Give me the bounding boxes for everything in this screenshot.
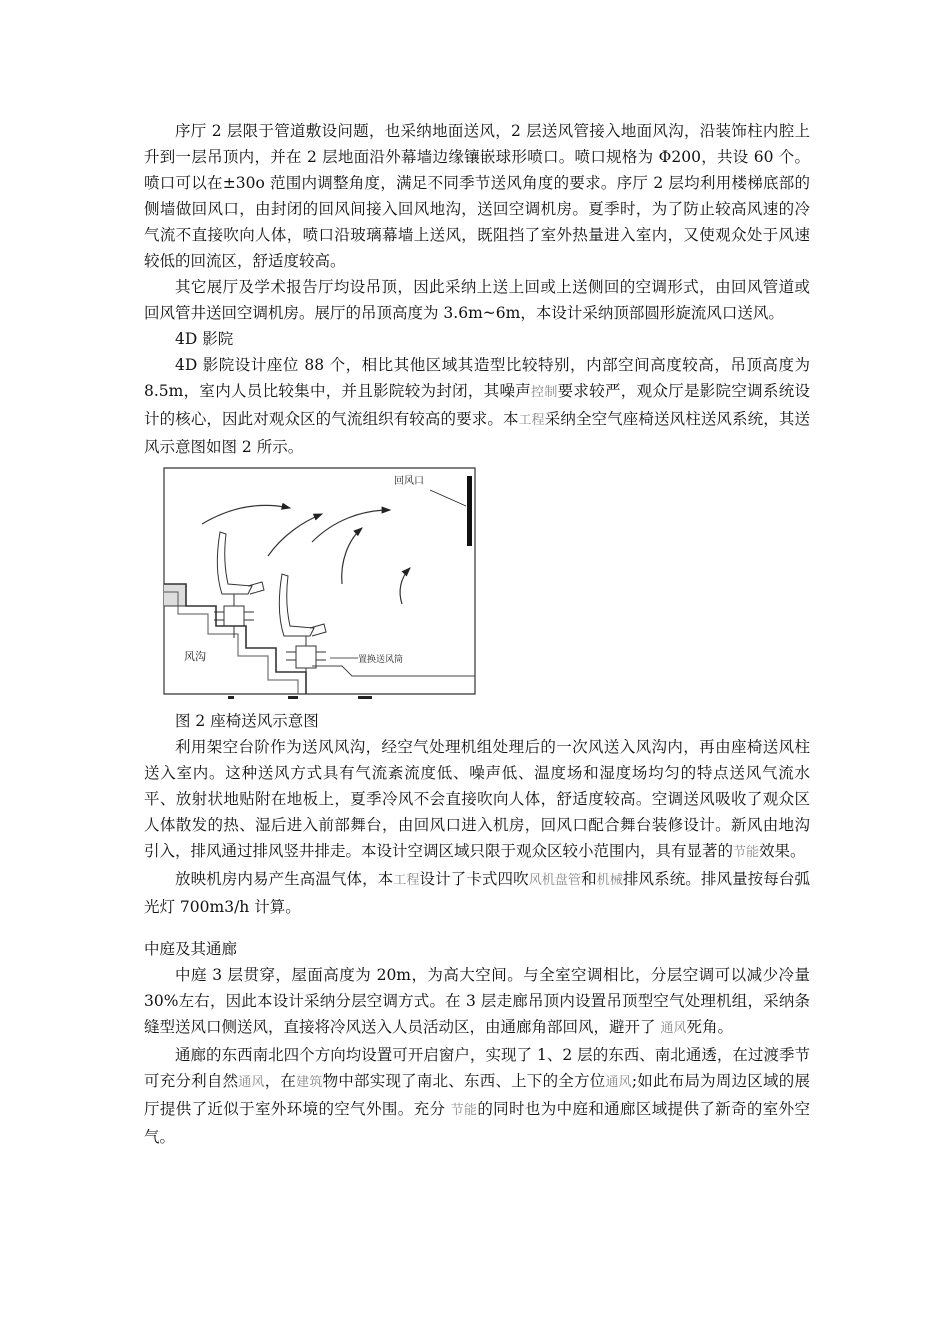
airflow-arrow-3 bbox=[312, 510, 390, 542]
seat-air-supply-diagram bbox=[162, 466, 482, 700]
paragraph-4d-cinema: 4D 影院设计座位 88 个，相比其他区域其造型比较特别，内部空间高度较高，吊顶高度为 8.5m，室内人员比较集中，并且影院较为封闭，其噪声控制要求较严，观众厅是影院空调系统设计的核心，因此对观众区的气流组织有较高的要求。本工程采纳全空气座椅送风柱送风系统，其送风示意图如图 2 所示。 bbox=[144, 356, 810, 456]
crop-mark bbox=[358, 696, 372, 699]
seat-2 bbox=[279, 574, 326, 680]
seat-1 bbox=[214, 532, 264, 638]
keyword-link[interactable]: 节能 bbox=[450, 1103, 478, 1118]
heading-atrium: 中庭及其通廊 bbox=[144, 940, 238, 958]
keyword-link[interactable]: 风机盘管 bbox=[528, 873, 582, 888]
document-page bbox=[144, 118, 810, 1150]
keyword-link[interactable]: 节能 bbox=[733, 845, 760, 860]
diagram-drawing bbox=[162, 466, 482, 700]
step-shade bbox=[164, 584, 186, 606]
airflow-arrow-5 bbox=[400, 568, 410, 604]
paragraph-exhibition-halls: 其它展厅及学术报告厅均设吊顶，因此采纳上送上回或上送侧回的空调形式，由回风管道或回风管井送回空调机房。展厅的吊顶高度为 3.6m~6m，本设计采纳顶部圆形旋流风口送风。 bbox=[144, 278, 810, 322]
airflow-arrow-4 bbox=[342, 528, 362, 584]
keyword-link[interactable]: 通风 bbox=[660, 1021, 687, 1036]
paragraph-projection-room: 放映机房内易产生高温气体，本工程设计了卡式四吹风机盘管和机械排风系统。排风量按每台弧光灯 700m3/h 计算。 bbox=[144, 870, 810, 916]
figure-caption: 图 2 座椅送风示意图 bbox=[175, 712, 319, 730]
paragraph-atrium: 中庭 3 层贯穿，屋面高度为 20m，为高大空间。与全室空调相比，分层空调可以减少冷量 30%左右，因此本设计采纳分层空调方式。在 3 层走廊吊顶内设置吊顶型空气处理机组，采纳条缝型送风口侧送风，直接将冷风送入人员活动区，由通廊角部回风，避开了 通风死角。 bbox=[144, 966, 810, 1036]
keyword-link[interactable]: 建筑 bbox=[296, 1075, 323, 1090]
return-air-grille bbox=[467, 476, 472, 546]
keyword-link[interactable]: 工程 bbox=[518, 413, 545, 428]
keyword-link[interactable]: 控制 bbox=[531, 385, 558, 400]
stepped-floor-inner bbox=[164, 592, 298, 694]
crop-mark bbox=[288, 696, 298, 699]
crop-mark bbox=[228, 696, 234, 699]
return-air-leader bbox=[430, 490, 466, 506]
keyword-link[interactable]: 工程 bbox=[393, 873, 420, 888]
keyword-link[interactable]: 通风 bbox=[238, 1075, 265, 1090]
label-return-air: 回风口 bbox=[394, 476, 424, 487]
paragraph-raised-floor: 利用架空台阶作为送风风沟，经空气处理机组处理后的一次风送入风沟内，再由座椅送风柱送入室内。这种送风方式具有气流紊流度低、噪声低、温度场和湿度场均匀的特点送风气流水平、放射状地贴附在地板上，夏季冷风不会直接吹向人体，舒适度较高。空调送风吸收了观众区人体散发的热、湿后进入前部舞台，由回风口进入机房，回风口配合舞台装修设计。新风由地沟引入，排风通过排风竖井排走。本设计空调区域只限于观众区较小范围内，具有显著的节能效果。 bbox=[144, 738, 810, 860]
paragraph-lobby: 序厅 2 层限于管道敷设问题，也采纳地面送风，2 层送风管接入地面风沟，沿装饰柱内腔上升到一层吊顶内，并在 2 层地面沿外幕墙边缘镶嵌球形喷口。喷口规格为 Φ200，共设 60 个。喷口可以在±30o 范围内调整角度，满足不同季节送风角度的要求。序厅 2 层均利用楼梯底部的侧墙做回风口，由封闭的回风间接入回风地沟，送回空调机房。夏季时，为了防止较高风速的冷气流不直接吹向人体，喷口沿玻璃幕墙上送风，既阻挡了室外热量进入室内，又使观众处于风速较低的回流区，舒适度较高。 bbox=[144, 122, 810, 270]
airflow-arrow-1 bbox=[202, 505, 290, 524]
keyword-link[interactable]: 机械 bbox=[596, 873, 623, 888]
keyword-link[interactable]: 通风 bbox=[605, 1075, 632, 1090]
label-duct: 风沟 bbox=[184, 650, 206, 663]
label-pipe: 置换送风筒 bbox=[358, 655, 404, 665]
heading-4d-cinema: 4D 影院 bbox=[175, 330, 234, 348]
stepped-floor bbox=[164, 584, 306, 694]
paragraph-corridor: 通廊的东西南北四个方向均设置可开启窗户，实现了 1、2 层的东西、南北通透，在过渡季节可充分利自然通风，在建筑物中部实现了南北、东西、上下的全方位通风;如此布局为周边区域的展厅提供了近似于室外环境的空气外围。充分 节能的同时也为中庭和通廊区域提供了新奇的室外空气。 bbox=[144, 1046, 810, 1146]
air-duct-line bbox=[312, 666, 475, 676]
airflow-arrow-2 bbox=[268, 514, 322, 556]
